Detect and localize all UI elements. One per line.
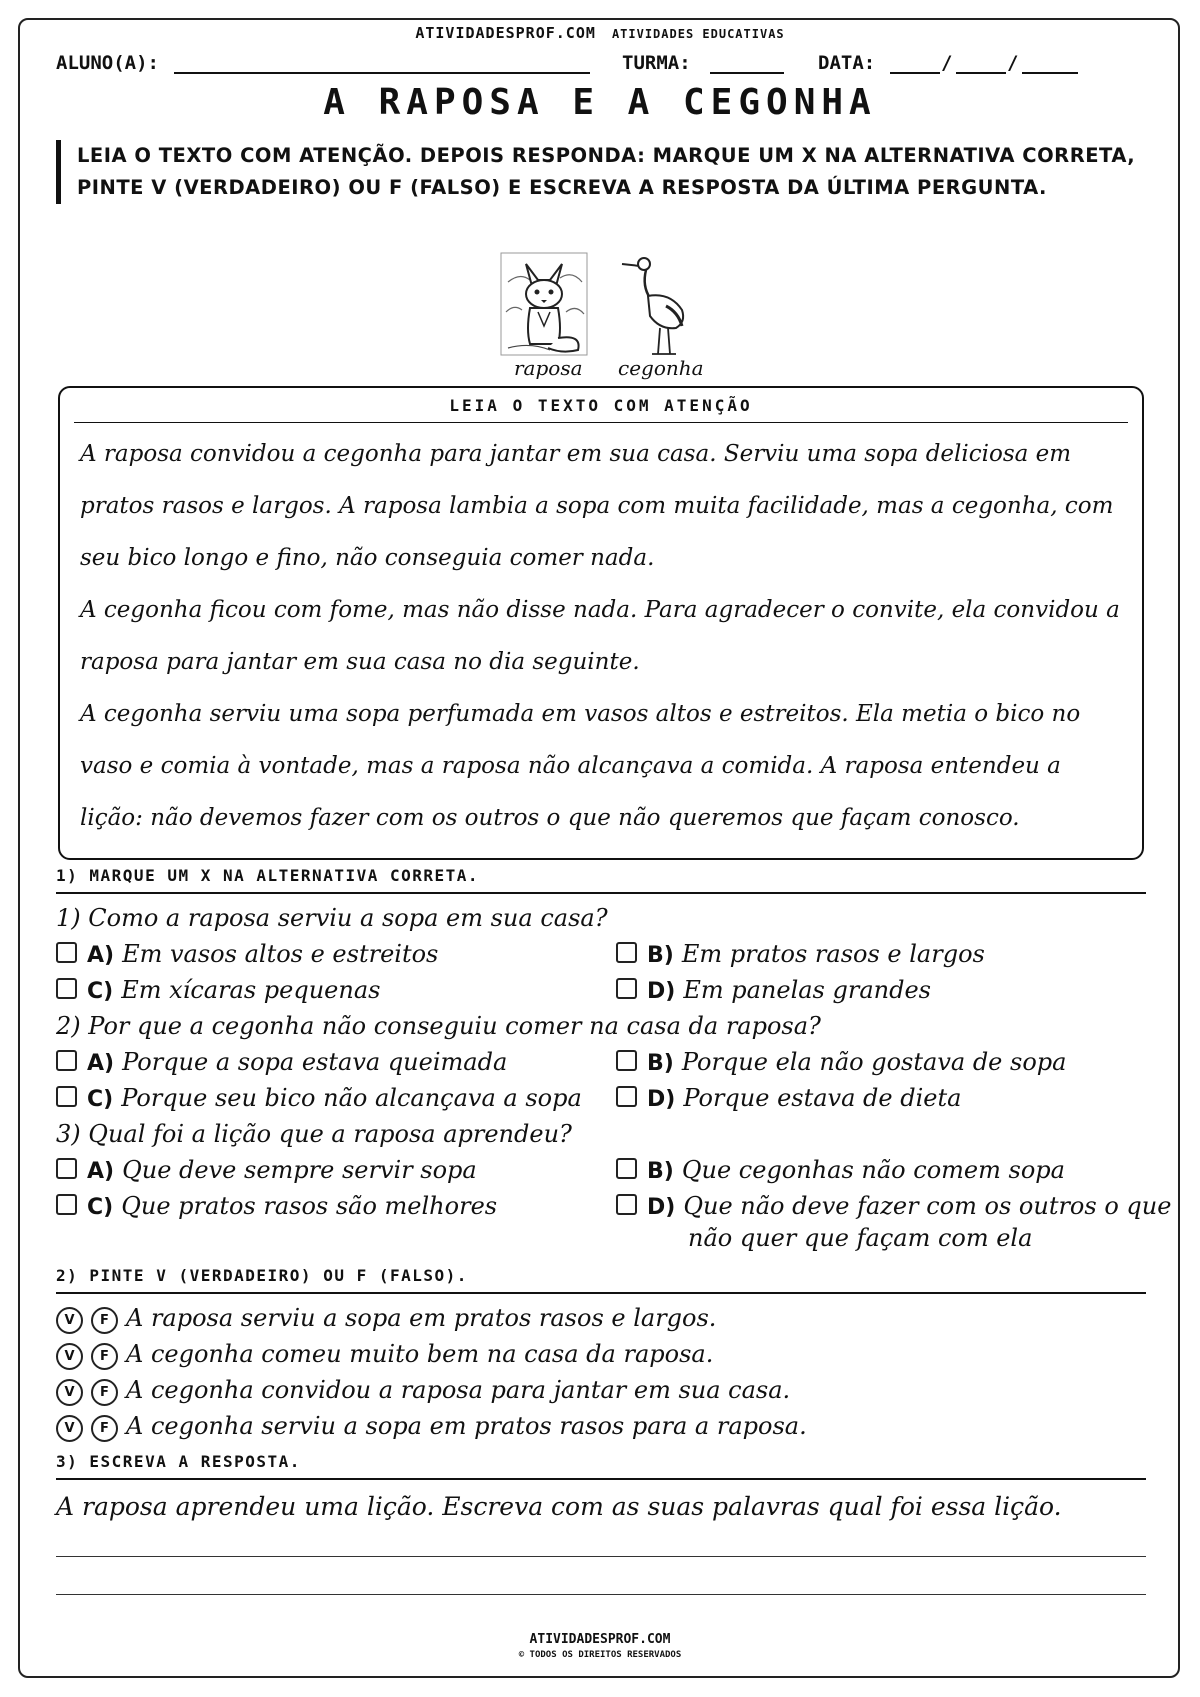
false-circle[interactable]: F (91, 1343, 118, 1370)
question-2-option-a[interactable] (56, 1048, 507, 1076)
option-text: Em pratos rasos e largos (681, 940, 985, 968)
divider (56, 892, 1146, 894)
question-3-option-d-continued: não quer que façam com ela (688, 1224, 1033, 1252)
site-tagline: ATIVIDADES EDUCATIVAS (611, 27, 785, 41)
option-text: Que não deve fazer com os outros o que (683, 1192, 1172, 1220)
option-letter: A) (87, 1159, 115, 1184)
option-text: Porque estava de dieta (683, 1084, 962, 1112)
statement-text: A cegonha comeu muito bem na casa da raposa. (126, 1340, 714, 1368)
true-false-item (56, 1376, 790, 1406)
option-letter: A) (87, 1051, 115, 1076)
option-text: Em vasos altos e estreitos (122, 940, 439, 968)
question-2-option-d[interactable] (616, 1084, 961, 1112)
statement-text: A cegonha serviu a sopa em pratos rasos para a raposa. (126, 1412, 807, 1440)
checkbox[interactable] (56, 1158, 77, 1179)
page-title: A RAPOSA E A CEGONHA (323, 82, 877, 123)
statement-text: A raposa serviu a sopa em pratos rasos e largos. (126, 1304, 717, 1332)
option-text: Porque seu bico não alcançava a sopa (121, 1084, 582, 1112)
option-letter: C) (87, 979, 114, 1004)
class-field[interactable] (710, 72, 784, 74)
option-text: Porque a sopa estava queimada (122, 1048, 508, 1076)
checkbox[interactable] (616, 978, 637, 999)
student-info-header (56, 52, 1146, 78)
question-2-option-c[interactable] (56, 1084, 582, 1112)
divider (56, 1478, 1146, 1480)
option-text: Em panelas grandes (683, 976, 931, 1004)
question-1-option-d[interactable] (616, 976, 931, 1004)
checkbox[interactable] (56, 1194, 77, 1215)
question-1-option-a[interactable] (56, 940, 438, 968)
instructions: LEIA O TEXTO COM ATENÇÃO. DEPOIS RESPONDA: MARQUE UM X NA ALTERNATIVA CORRETA, PINTE V (VERDADEIRO) OU F (FALSO) E ESCREVA A RESPOSTA DA ÚLTIMA PERGUNTA. (56, 140, 1147, 204)
question-1-option-c[interactable] (56, 976, 380, 1004)
true-circle[interactable]: V (56, 1379, 83, 1406)
false-circle[interactable]: F (91, 1415, 118, 1442)
true-circle[interactable]: V (56, 1307, 83, 1334)
question-3-text: 3) Qual foi a lição que a raposa aprendeu? (56, 1120, 572, 1148)
option-letter: D) (647, 1087, 676, 1112)
question-3-option-c[interactable] (56, 1192, 497, 1220)
question-1-option-b[interactable] (616, 940, 985, 968)
option-letter: B) (647, 1159, 674, 1184)
option-text: Que pratos rasos são melhores (121, 1192, 498, 1220)
option-letter: D) (647, 979, 676, 1004)
date-separator: / (941, 52, 953, 74)
date-month-field[interactable] (956, 72, 1006, 74)
statement-text: A cegonha convidou a raposa para jantar em sua casa. (126, 1376, 791, 1404)
reading-paragraph: A cegonha ficou com fome, mas não disse nada. Para agradecer o convite, ela convidou a raposa para jantar em sua casa no dia seguinte. (80, 597, 1120, 675)
stork-label: cegonha (618, 356, 704, 380)
option-letter: B) (647, 1051, 674, 1076)
option-letter: B) (647, 943, 674, 968)
checkbox[interactable] (616, 1050, 637, 1071)
date-label: DATA: (818, 52, 876, 74)
checkbox[interactable] (616, 1194, 637, 1215)
option-letter: D) (647, 1195, 676, 1220)
footer-site: ATIVIDADESPROF.COM (529, 1632, 671, 1647)
divider (56, 1292, 1146, 1294)
option-letter: C) (87, 1087, 114, 1112)
true-false-item (56, 1304, 716, 1334)
checkbox[interactable] (616, 942, 637, 963)
question-1-text: 1) Como a raposa serviu a sopa em sua casa? (56, 904, 608, 932)
false-circle[interactable]: F (91, 1307, 118, 1334)
checkbox[interactable] (616, 1086, 637, 1107)
divider (74, 422, 1128, 423)
question-3-option-b[interactable] (616, 1156, 1065, 1184)
checkbox[interactable] (56, 1086, 77, 1107)
option-letter: A) (87, 943, 115, 968)
class-label: TURMA: (622, 52, 691, 74)
checkbox[interactable] (56, 1050, 77, 1071)
reading-box-heading: LEIA O TEXTO COM ATENÇÃO (449, 396, 753, 415)
option-text: Que deve sempre servir sopa (122, 1156, 477, 1184)
answer-line[interactable] (56, 1556, 1146, 1557)
fox-illustration-icon (500, 252, 588, 356)
false-circle[interactable]: F (91, 1379, 118, 1406)
question-2-text: 2) Por que a cegonha não conseguiu comer na casa da raposa? (56, 1012, 821, 1040)
student-name-field[interactable] (174, 72, 590, 74)
option-letter: C) (87, 1195, 114, 1220)
section-3-heading: 3) ESCREVA A RESPOSTA. (56, 1452, 301, 1471)
question-3-option-d[interactable] (616, 1192, 1171, 1220)
date-separator: / (1007, 52, 1019, 74)
reading-paragraph: A raposa convidou a cegonha para jantar em sua casa. Serviu uma sopa deliciosa em pratos rasos e largos. A raposa lambia a sopa com muita facilidade, mas a cegonha, com seu bico longo e fino, não conseguia comer nada. (80, 441, 1114, 571)
checkbox[interactable] (56, 942, 77, 963)
true-circle[interactable]: V (56, 1415, 83, 1442)
true-circle[interactable]: V (56, 1343, 83, 1370)
fox-label: raposa (514, 356, 583, 380)
answer-line[interactable] (56, 1594, 1146, 1595)
section-1-heading: 1) MARQUE UM X NA ALTERNATIVA CORRETA. (56, 866, 480, 885)
question-3-option-a[interactable] (56, 1156, 477, 1184)
checkbox[interactable] (616, 1158, 637, 1179)
student-label: ALUNO(A): (56, 52, 159, 74)
site-name: ATIVIDADESPROF.COM (415, 24, 596, 42)
reading-paragraph: A cegonha serviu uma sopa perfumada em vasos altos e estreitos. Ela metia o bico no vaso e comia à vontade, mas a raposa não alcançava a comida. A raposa entendeu a lição: não devemos fazer com os outros o que não queremos que façam conosco. (80, 701, 1081, 831)
date-year-field[interactable] (1022, 72, 1078, 74)
date-day-field[interactable] (890, 72, 940, 74)
footer-rights: © TODOS OS DIREITOS RESERVADOS (518, 1650, 682, 1660)
option-text: Porque ela não gostava de sopa (681, 1048, 1067, 1076)
site-header (0, 24, 1200, 42)
question-2-option-b[interactable] (616, 1048, 1066, 1076)
answer-prompt: A raposa aprendeu uma lição. Escreva com as suas palavras qual foi essa lição. (56, 1492, 1062, 1521)
option-text: Que cegonhas não comem sopa (681, 1156, 1065, 1184)
option-text: Em xícaras pequenas (121, 976, 381, 1004)
stork-illustration-icon (620, 250, 692, 358)
true-false-item (56, 1340, 713, 1370)
section-2-heading: 2) PINTE V (VERDADEIRO) OU F (FALSO). (56, 1266, 468, 1285)
true-false-item (56, 1412, 807, 1442)
checkbox[interactable] (56, 978, 77, 999)
reading-text-box (58, 386, 1144, 860)
